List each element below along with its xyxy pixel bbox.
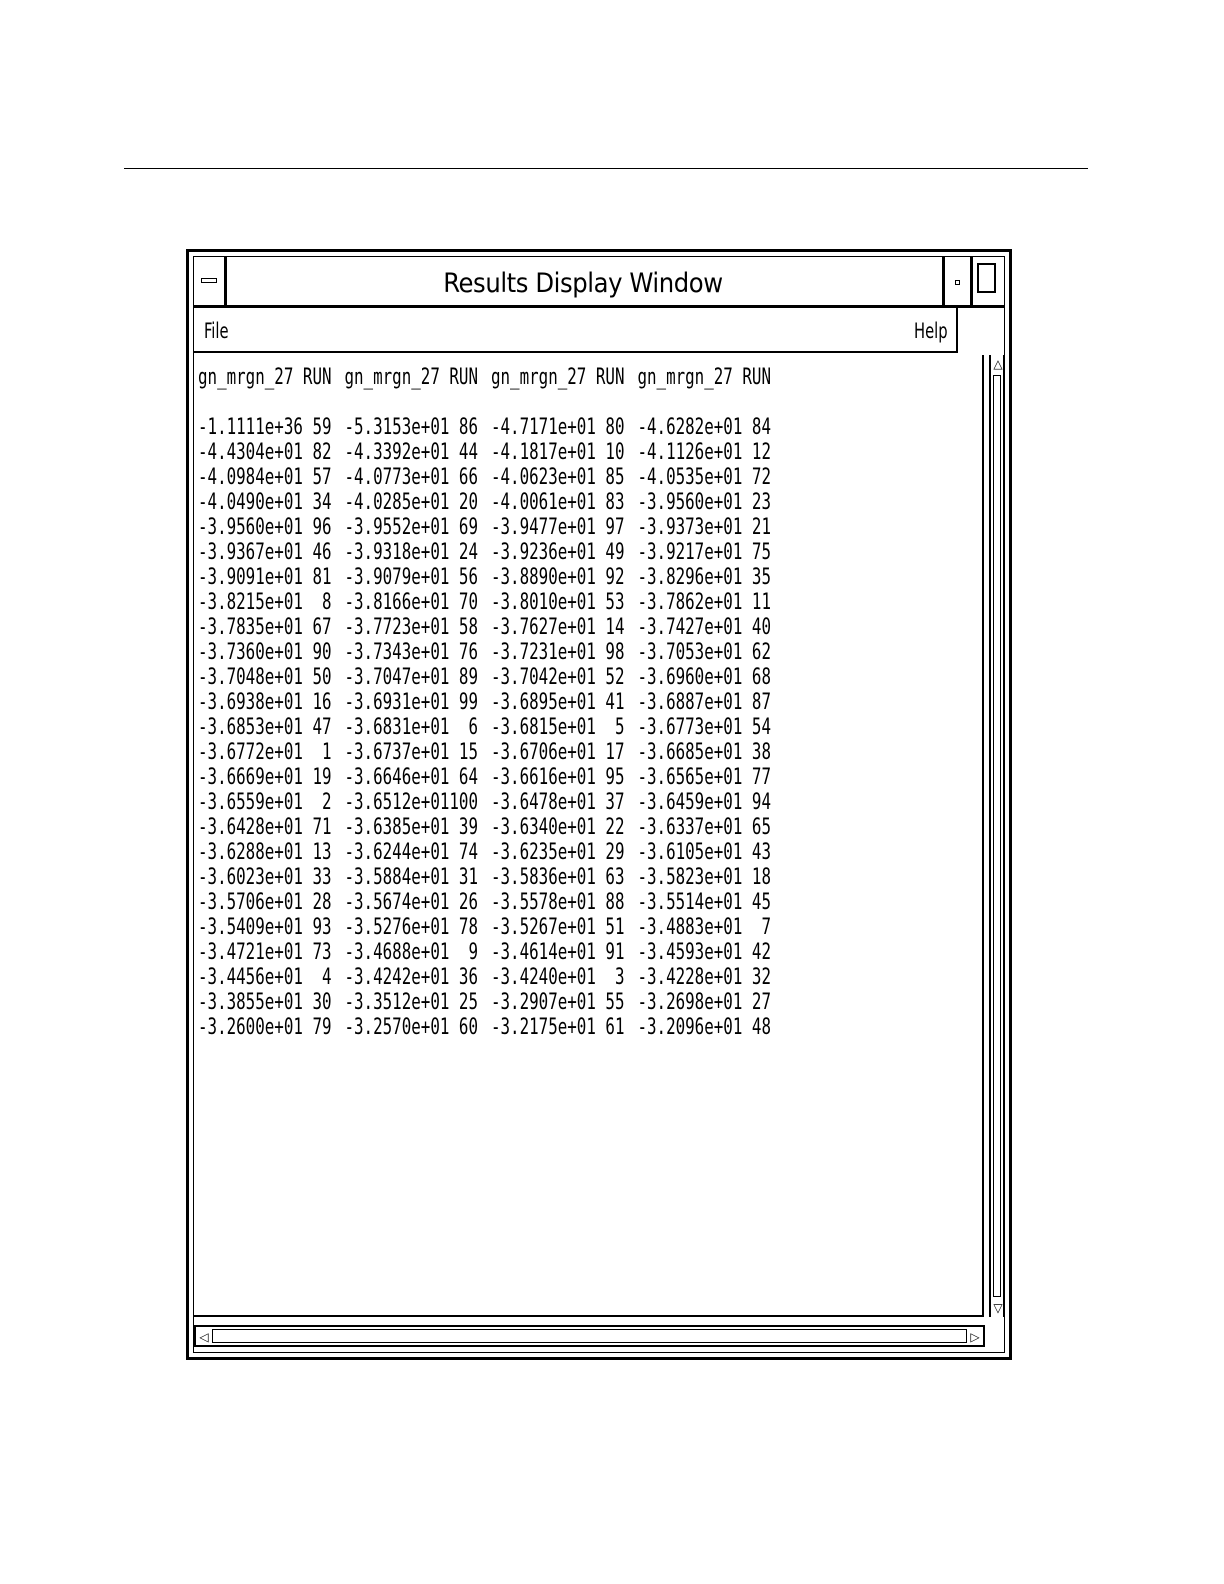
gn-mrgn-value-cell: -3.9560e+01 — [637, 490, 743, 515]
gn-mrgn-value-cell: -3.5514e+01 — [637, 890, 743, 915]
run-number-cell: 31 — [458, 865, 479, 890]
run-number-cell: 49 — [605, 540, 625, 565]
run-number-cell: 52 — [605, 665, 625, 690]
run-number-cell: 80 — [605, 415, 625, 440]
run-number-cell: 92 — [605, 565, 625, 590]
column-header: gn_mrgn_27 — [637, 365, 733, 390]
gn-mrgn-value-cell: -3.6669e+01 — [198, 765, 303, 790]
gn-mrgn-value-cell: -3.8215e+01 — [198, 590, 303, 615]
run-number-cell: 25 — [458, 990, 479, 1015]
table-row — [198, 815, 784, 840]
gn-mrgn-value-cell: -3.9552e+01 — [344, 515, 450, 540]
table-row — [198, 615, 784, 640]
gn-mrgn-value-cell: -3.6478e+01 — [490, 790, 596, 815]
gn-mrgn-value-cell: -3.6459e+01 — [637, 790, 743, 815]
vertical-scroll-trough[interactable] — [993, 375, 1001, 1297]
run-number-cell: 96 — [312, 515, 332, 540]
run-number-cell: 23 — [751, 490, 771, 515]
table-row — [198, 690, 784, 715]
run-number-cell: 57 — [312, 465, 332, 490]
run-number-cell: 43 — [751, 840, 771, 865]
run-number-cell: 55 — [605, 990, 625, 1015]
run-number-cell: 12 — [751, 440, 771, 465]
gn-mrgn-value-cell: -4.3392e+01 — [344, 440, 450, 465]
gn-mrgn-value-cell: -4.0490e+01 — [198, 490, 303, 515]
gn-mrgn-value-cell: -3.7723e+01 — [344, 615, 450, 640]
run-number-cell: 72 — [751, 465, 771, 490]
run-number-cell: 59 — [312, 415, 332, 440]
run-number-cell: 20 — [458, 490, 479, 515]
table-row — [198, 665, 784, 690]
scroll-right-arrow-icon[interactable]: ▷ — [970, 1330, 980, 1344]
gn-mrgn-value-cell: -3.6565e+01 — [637, 765, 743, 790]
table-row — [198, 640, 784, 665]
run-number-cell: 3 — [614, 965, 625, 990]
gn-mrgn-value-cell: -3.6512e+01 — [344, 790, 450, 815]
run-number-cell: 11 — [751, 590, 771, 615]
gn-mrgn-value-cell: -3.4228e+01 — [637, 965, 743, 990]
results-table — [198, 365, 784, 1040]
run-number-cell: 87 — [751, 690, 771, 715]
gn-mrgn-value-cell: -3.6887e+01 — [637, 690, 743, 715]
run-number-cell: 64 — [458, 765, 479, 790]
gn-mrgn-value-cell: -4.0535e+01 — [637, 465, 743, 490]
run-number-cell: 36 — [458, 965, 479, 990]
table-row — [198, 790, 784, 815]
run-number-cell: 27 — [751, 990, 771, 1015]
gn-mrgn-value-cell: -3.4593e+01 — [637, 940, 743, 965]
gn-mrgn-value-cell: -3.8296e+01 — [637, 565, 743, 590]
table-row — [198, 515, 784, 540]
table-row — [198, 415, 784, 440]
table-row — [198, 465, 784, 490]
gn-mrgn-value-cell: -3.2175e+01 — [490, 1015, 596, 1040]
scroll-down-arrow-icon[interactable]: ▽ — [993, 1301, 1003, 1315]
gn-mrgn-value-cell: -4.1126e+01 — [637, 440, 743, 465]
table-row — [198, 940, 784, 965]
gn-mrgn-value-cell: -4.0285e+01 — [344, 490, 450, 515]
table-header-row — [198, 365, 784, 390]
gn-mrgn-value-cell: -3.6385e+01 — [344, 815, 450, 840]
gn-mrgn-value-cell: -3.6938e+01 — [198, 690, 303, 715]
gn-mrgn-value-cell: -3.4456e+01 — [198, 965, 303, 990]
table-row — [198, 565, 784, 590]
run-number-cell: 10 — [605, 440, 625, 465]
run-number-cell: 15 — [458, 740, 479, 765]
results-display-window — [186, 249, 1012, 1360]
gn-mrgn-value-cell: -3.2698e+01 — [637, 990, 743, 1015]
gn-mrgn-value-cell: -3.2600e+01 — [198, 1015, 303, 1040]
gn-mrgn-value-cell: -3.6244e+01 — [344, 840, 450, 865]
gn-mrgn-value-cell: -3.8166e+01 — [344, 590, 450, 615]
gn-mrgn-value-cell: -3.7835e+01 — [198, 615, 303, 640]
table-row — [198, 840, 784, 865]
gn-mrgn-value-cell: -3.5706e+01 — [198, 890, 303, 915]
column-header: RUN — [449, 365, 479, 390]
run-number-cell: 48 — [751, 1015, 771, 1040]
gn-mrgn-value-cell: -3.3512e+01 — [344, 990, 450, 1015]
table-row — [198, 740, 784, 765]
run-number-cell: 60 — [458, 1015, 479, 1040]
gn-mrgn-value-cell: -3.6815e+01 — [490, 715, 596, 740]
run-number-cell: 39 — [458, 815, 479, 840]
run-number-cell: 46 — [312, 540, 332, 565]
gn-mrgn-value-cell: -3.4721e+01 — [198, 940, 303, 965]
gn-mrgn-value-cell: -3.9079e+01 — [344, 565, 450, 590]
gn-mrgn-value-cell: -3.8010e+01 — [490, 590, 596, 615]
run-number-cell: 21 — [751, 515, 771, 540]
table-row — [198, 765, 784, 790]
table-body — [198, 415, 784, 1040]
menu-help[interactable]: Help — [914, 319, 948, 343]
run-number-cell: 97 — [605, 515, 625, 540]
gn-mrgn-value-cell: -3.9236e+01 — [490, 540, 596, 565]
run-number-cell: 83 — [605, 490, 625, 515]
gn-mrgn-value-cell: -3.4242e+01 — [344, 965, 450, 990]
run-number-cell: 24 — [458, 540, 479, 565]
menu-file[interactable]: File — [204, 319, 229, 343]
run-number-cell: 22 — [605, 815, 625, 840]
window-menu-button[interactable] — [194, 257, 227, 305]
run-number-cell: 65 — [751, 815, 771, 840]
gn-mrgn-value-cell: -3.5674e+01 — [344, 890, 450, 915]
gn-mrgn-value-cell: -3.6559e+01 — [198, 790, 303, 815]
run-number-cell: 85 — [605, 465, 625, 490]
run-number-cell: 66 — [458, 465, 479, 490]
run-number-cell: 35 — [751, 565, 771, 590]
run-number-cell: 88 — [605, 890, 625, 915]
run-number-cell: 42 — [751, 940, 771, 965]
run-number-cell: 18 — [751, 865, 771, 890]
table-row — [198, 990, 784, 1015]
run-number-cell: 47 — [312, 715, 332, 740]
run-number-cell: 82 — [312, 440, 332, 465]
table-row — [198, 1015, 784, 1040]
run-number-cell: 73 — [312, 940, 332, 965]
run-number-cell: 69 — [458, 515, 479, 540]
run-number-cell: 34 — [312, 490, 332, 515]
column-header: RUN — [742, 365, 771, 390]
gn-mrgn-value-cell: -3.7231e+01 — [490, 640, 596, 665]
run-number-cell: 33 — [312, 865, 332, 890]
run-number-cell: 79 — [312, 1015, 332, 1040]
minimize-icon — [955, 280, 960, 285]
gn-mrgn-value-cell: -3.6685e+01 — [637, 740, 743, 765]
gn-mrgn-value-cell: -3.6428e+01 — [198, 815, 303, 840]
gn-mrgn-value-cell: -3.9367e+01 — [198, 540, 303, 565]
run-number-cell: 54 — [751, 715, 771, 740]
gn-mrgn-value-cell: -3.7427e+01 — [637, 615, 743, 640]
maximize-button[interactable] — [973, 257, 1004, 305]
column-header: gn_mrgn_27 — [344, 365, 440, 390]
column-header: gn_mrgn_27 — [490, 365, 587, 390]
table-row — [198, 590, 784, 615]
gn-mrgn-value-cell: -3.2907e+01 — [490, 990, 596, 1015]
run-number-cell: 40 — [751, 615, 771, 640]
column-header: RUN — [595, 365, 625, 390]
gn-mrgn-value-cell: -3.4883e+01 — [637, 915, 743, 940]
gn-mrgn-value-cell: -3.9217e+01 — [637, 540, 743, 565]
run-number-cell: 74 — [458, 840, 479, 865]
gn-mrgn-value-cell: -3.6773e+01 — [637, 715, 743, 740]
gn-mrgn-value-cell: -3.5884e+01 — [344, 865, 450, 890]
column-header: gn_mrgn_27 — [198, 365, 294, 390]
gn-mrgn-value-cell: -3.5276e+01 — [344, 915, 450, 940]
gn-mrgn-value-cell: -3.7862e+01 — [637, 590, 743, 615]
gn-mrgn-value-cell: -3.9091e+01 — [198, 565, 303, 590]
run-number-cell: 75 — [751, 540, 771, 565]
run-number-cell: 71 — [312, 815, 332, 840]
run-number-cell: 62 — [751, 640, 771, 665]
run-number-cell: 41 — [605, 690, 625, 715]
run-number-cell: 19 — [312, 765, 332, 790]
gn-mrgn-value-cell: -3.5836e+01 — [490, 865, 596, 890]
gn-mrgn-value-cell: -3.9477e+01 — [490, 515, 596, 540]
window-title: Results Display Window — [443, 268, 723, 299]
table-row — [198, 540, 784, 565]
run-number-cell: 44 — [458, 440, 479, 465]
title-bar[interactable] — [194, 257, 1004, 308]
run-number-cell: 58 — [458, 615, 479, 640]
gn-mrgn-value-cell: -3.6646e+01 — [344, 765, 450, 790]
run-number-cell: 8 — [321, 590, 332, 615]
gn-mrgn-value-cell: -1.1111e+36 — [198, 415, 303, 440]
gn-mrgn-value-cell: -3.9560e+01 — [198, 515, 303, 540]
run-number-cell: 45 — [751, 890, 771, 915]
gn-mrgn-value-cell: -3.6340e+01 — [490, 815, 596, 840]
gn-mrgn-value-cell: -4.0623e+01 — [490, 465, 596, 490]
gn-mrgn-value-cell: -3.6772e+01 — [198, 740, 303, 765]
run-number-cell: 89 — [458, 665, 479, 690]
gn-mrgn-value-cell: -4.1817e+01 — [490, 440, 596, 465]
run-number-cell: 100 — [449, 790, 479, 815]
run-number-cell: 63 — [605, 865, 625, 890]
scroll-left-arrow-icon[interactable]: ◁ — [199, 1330, 209, 1344]
run-number-cell: 7 — [761, 915, 771, 940]
gn-mrgn-value-cell: -3.7360e+01 — [198, 640, 303, 665]
top-horizontal-rule — [124, 168, 1088, 169]
run-number-cell: 86 — [458, 415, 479, 440]
run-number-cell: 38 — [751, 740, 771, 765]
column-header: RUN — [302, 365, 332, 390]
gn-mrgn-value-cell: -3.7627e+01 — [490, 615, 596, 640]
gn-mrgn-value-cell: -3.3855e+01 — [198, 990, 303, 1015]
window-frame-inner — [193, 256, 1005, 1353]
horizontal-scrollbar[interactable] — [194, 1325, 985, 1347]
minimize-button[interactable] — [942, 257, 973, 305]
gn-mrgn-value-cell: -3.6853e+01 — [198, 715, 303, 740]
run-number-cell: 53 — [605, 590, 625, 615]
run-number-cell: 1 — [321, 740, 332, 765]
run-number-cell: 77 — [751, 765, 771, 790]
run-number-cell: 17 — [605, 740, 625, 765]
gn-mrgn-value-cell: -3.6337e+01 — [637, 815, 743, 840]
run-number-cell: 5 — [614, 715, 625, 740]
results-text-area[interactable] — [194, 355, 984, 1317]
run-number-cell: 26 — [458, 890, 479, 915]
horizontal-scroll-trough[interactable] — [212, 1329, 967, 1343]
run-number-cell: 67 — [312, 615, 332, 640]
table-row — [198, 865, 784, 890]
gn-mrgn-value-cell: -3.6831e+01 — [344, 715, 450, 740]
maximize-icon — [977, 263, 996, 293]
gn-mrgn-value-cell: -3.7047e+01 — [344, 665, 450, 690]
gn-mrgn-value-cell: -4.6282e+01 — [637, 415, 743, 440]
run-number-cell: 78 — [458, 915, 479, 940]
run-number-cell: 56 — [458, 565, 479, 590]
gn-mrgn-value-cell: -3.5578e+01 — [490, 890, 596, 915]
run-number-cell: 14 — [605, 615, 625, 640]
run-number-cell: 61 — [605, 1015, 625, 1040]
table-row — [198, 915, 784, 940]
run-number-cell: 51 — [605, 915, 625, 940]
gn-mrgn-value-cell: -3.5823e+01 — [637, 865, 743, 890]
table-row — [198, 890, 784, 915]
gn-mrgn-value-cell: -3.6023e+01 — [198, 865, 303, 890]
run-number-cell: 29 — [605, 840, 625, 865]
gn-mrgn-value-cell: -3.6706e+01 — [490, 740, 596, 765]
run-number-cell: 4 — [321, 965, 332, 990]
gn-mrgn-value-cell: -4.0773e+01 — [344, 465, 450, 490]
run-number-cell: 9 — [468, 940, 479, 965]
gn-mrgn-value-cell: -3.9373e+01 — [637, 515, 743, 540]
run-number-cell: 13 — [312, 840, 332, 865]
run-number-cell: 95 — [605, 765, 625, 790]
run-number-cell: 50 — [312, 665, 332, 690]
gn-mrgn-value-cell: -3.6288e+01 — [198, 840, 303, 865]
run-number-cell: 68 — [751, 665, 771, 690]
window-menu-icon — [201, 278, 217, 283]
gn-mrgn-value-cell: -3.7048e+01 — [198, 665, 303, 690]
gn-mrgn-value-cell: -5.3153e+01 — [344, 415, 450, 440]
gn-mrgn-value-cell: -3.4614e+01 — [490, 940, 596, 965]
gn-mrgn-value-cell: -3.5409e+01 — [198, 915, 303, 940]
menu-bar — [194, 308, 958, 353]
run-number-cell: 6 — [468, 715, 479, 740]
gn-mrgn-value-cell: -3.4688e+01 — [344, 940, 450, 965]
gn-mrgn-value-cell: -3.6235e+01 — [490, 840, 596, 865]
gn-mrgn-value-cell: -3.5267e+01 — [490, 915, 596, 940]
run-number-cell: 94 — [751, 790, 771, 815]
run-number-cell: 76 — [458, 640, 479, 665]
gn-mrgn-value-cell: -4.0061e+01 — [490, 490, 596, 515]
gn-mrgn-value-cell: -3.7042e+01 — [490, 665, 596, 690]
header-spacer — [198, 390, 784, 415]
gn-mrgn-value-cell: -3.2096e+01 — [637, 1015, 743, 1040]
gn-mrgn-value-cell: -3.4240e+01 — [490, 965, 596, 990]
table-row — [198, 965, 784, 990]
gn-mrgn-value-cell: -4.0984e+01 — [198, 465, 303, 490]
gn-mrgn-value-cell: -3.6737e+01 — [344, 740, 450, 765]
gn-mrgn-value-cell: -4.7171e+01 — [490, 415, 596, 440]
gn-mrgn-value-cell: -3.9318e+01 — [344, 540, 450, 565]
run-number-cell: 37 — [605, 790, 625, 815]
run-number-cell: 16 — [312, 690, 332, 715]
run-number-cell: 90 — [312, 640, 332, 665]
run-number-cell: 30 — [312, 990, 332, 1015]
gn-mrgn-value-cell: -3.6105e+01 — [637, 840, 743, 865]
vertical-scrollbar[interactable] — [989, 355, 1005, 1317]
gn-mrgn-value-cell: -3.2570e+01 — [344, 1015, 450, 1040]
run-number-cell: 70 — [458, 590, 479, 615]
run-number-cell: 2 — [321, 790, 332, 815]
run-number-cell: 91 — [605, 940, 625, 965]
run-number-cell: 32 — [751, 965, 771, 990]
run-number-cell: 84 — [751, 415, 771, 440]
run-number-cell: 28 — [312, 890, 332, 915]
gn-mrgn-value-cell: -3.7053e+01 — [637, 640, 743, 665]
table-row — [198, 440, 784, 465]
run-number-cell: 98 — [605, 640, 625, 665]
gn-mrgn-value-cell: -3.6616e+01 — [490, 765, 596, 790]
gn-mrgn-value-cell: -3.7343e+01 — [344, 640, 450, 665]
scroll-up-arrow-icon[interactable]: △ — [993, 357, 1003, 371]
gn-mrgn-value-cell: -3.8890e+01 — [490, 565, 596, 590]
run-number-cell: 93 — [312, 915, 332, 940]
run-number-cell: 81 — [312, 565, 332, 590]
gn-mrgn-value-cell: -3.6931e+01 — [344, 690, 450, 715]
table-row — [198, 715, 784, 740]
gn-mrgn-value-cell: -3.6960e+01 — [637, 665, 743, 690]
table-row — [198, 490, 784, 515]
run-number-cell: 99 — [458, 690, 479, 715]
gn-mrgn-value-cell: -3.6895e+01 — [490, 690, 596, 715]
gn-mrgn-value-cell: -4.4304e+01 — [198, 440, 303, 465]
